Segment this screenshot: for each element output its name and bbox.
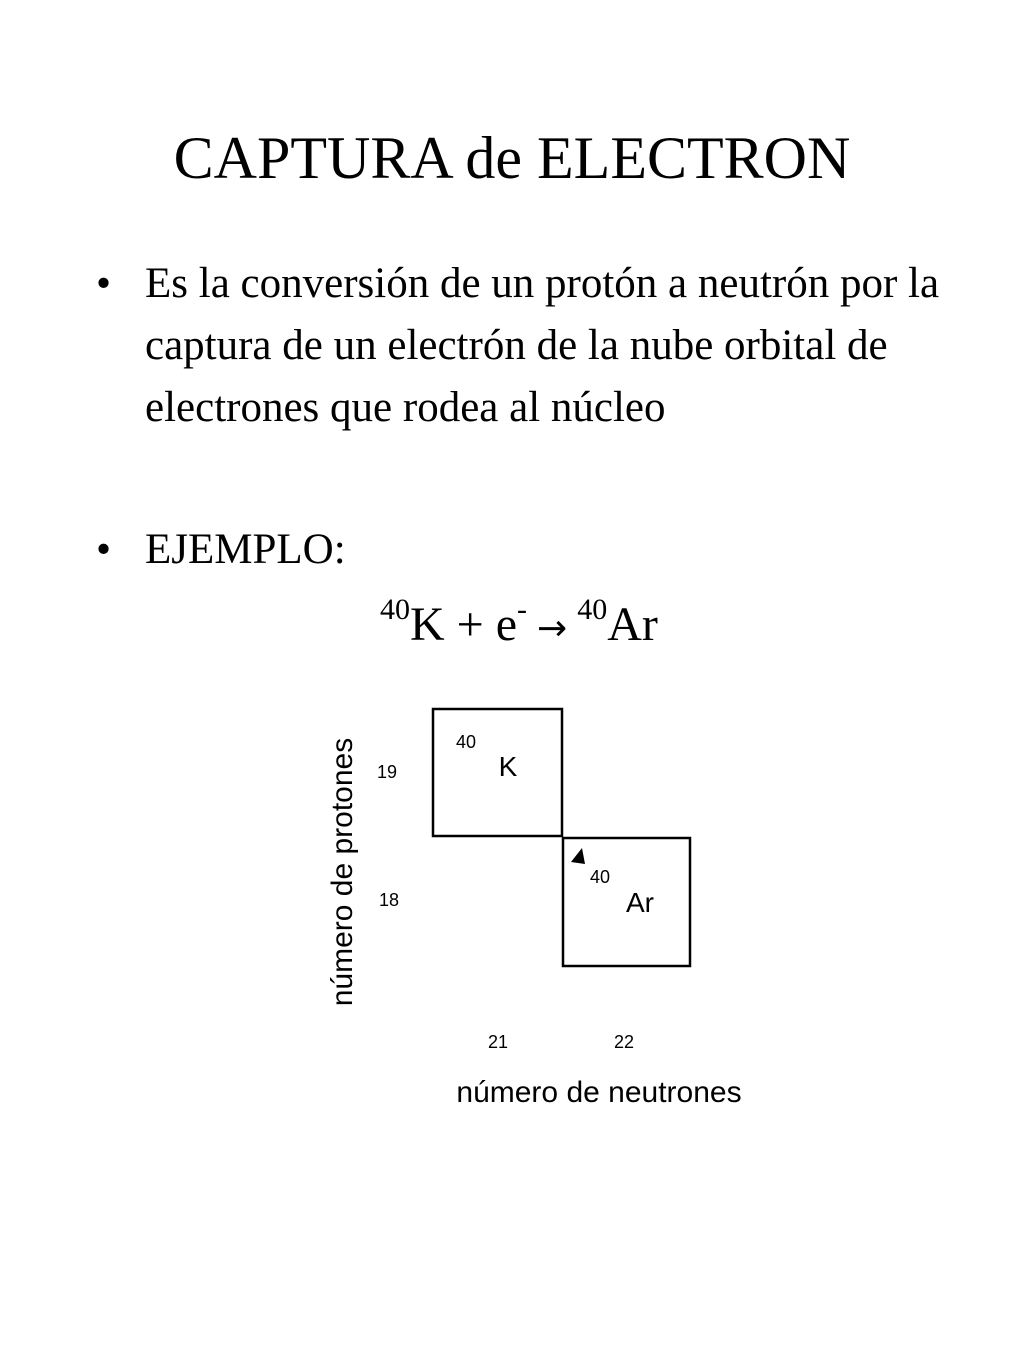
bullet-text: EJEMPLO: — [145, 526, 346, 573]
electron-charge: - — [517, 593, 528, 626]
ar-mass-number: 40 — [577, 593, 608, 626]
x-tick-22: 22 — [613, 1032, 635, 1052]
y-tick-18: 18 — [378, 890, 400, 910]
bullet-marker: • — [96, 526, 112, 573]
x-axis-label: número de neutrones — [456, 1076, 742, 1109]
bullet-text: Es la conversión de un protón a neutrón por la captura de un electrón de la nube orbital de electrones que rodea al núcleo — [145, 260, 940, 431]
x-tick-21: 21 — [487, 1032, 509, 1052]
y-axis-label: número de protones — [326, 737, 359, 1007]
y-tick-19: 19 — [376, 762, 398, 782]
reaction-arrow-icon: → — [537, 608, 568, 649]
k-symbol: K + e — [410, 598, 518, 651]
slide-title: CAPTURA de ELECTRON — [173, 125, 851, 191]
k-box-mass: 40 — [455, 732, 477, 752]
bullet-marker: • — [96, 260, 112, 307]
k-nuclide-box — [433, 709, 562, 836]
k-box-symbol: K — [498, 751, 518, 782]
decay-arrow-icon — [571, 848, 585, 864]
ar-box-symbol: Ar — [626, 887, 654, 918]
ar-box-mass: 40 — [589, 867, 611, 887]
k-mass-number: 40 — [380, 593, 410, 626]
ar-symbol: Ar — [607, 598, 658, 651]
